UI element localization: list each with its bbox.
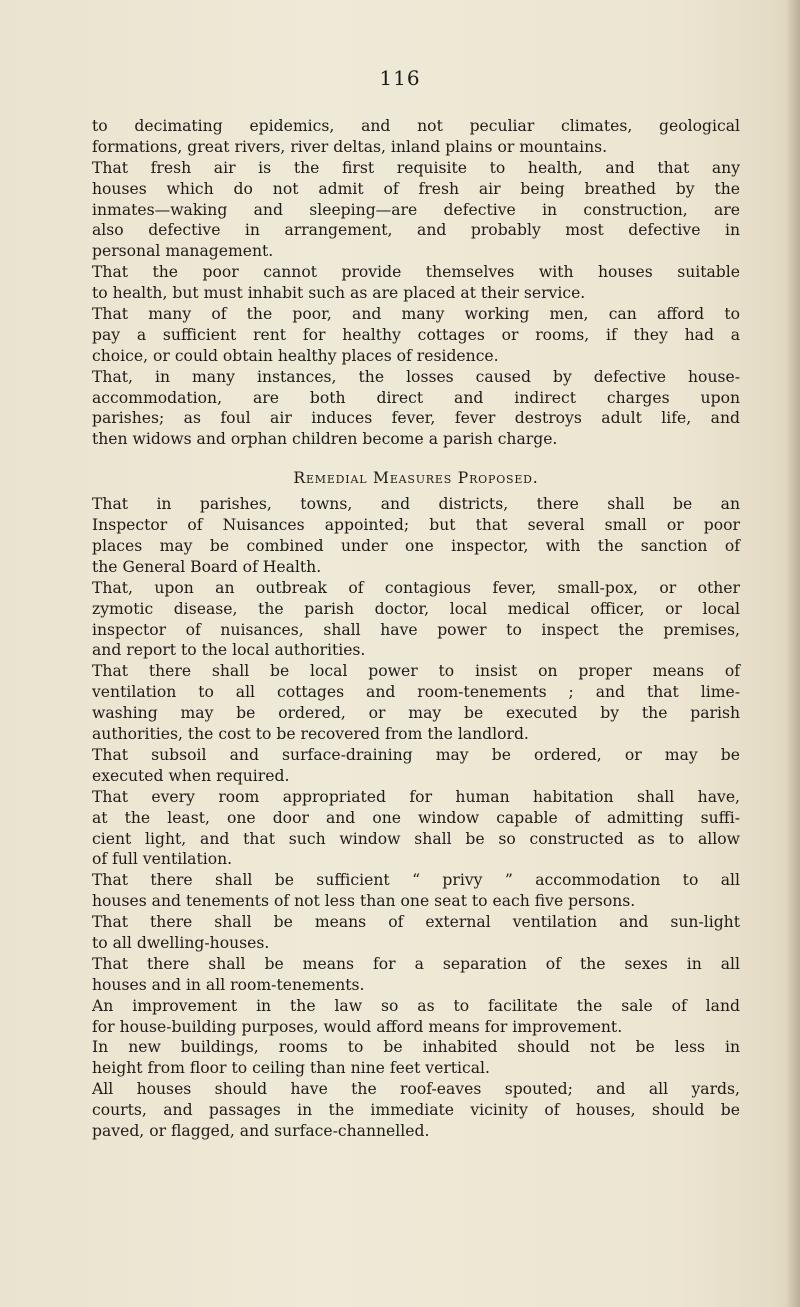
text-line: to decimating epidemics, and not peculiar climates, geological bbox=[92, 117, 740, 135]
text-line: to all dwelling-houses. bbox=[92, 933, 270, 952]
page-edge-shadow bbox=[786, 0, 800, 1307]
text-line: That fresh air is the first requisite to health, and that any bbox=[92, 158, 740, 177]
text-line: houses and in all room-tenements. bbox=[92, 975, 365, 994]
section-heading: Remedial Measures Proposed. bbox=[293, 469, 539, 488]
paragraphs-after-heading bbox=[92, 494, 740, 1142]
text-line: ventilation to all cottages and room-tenements ; and that lime- bbox=[92, 683, 740, 702]
paragraphs-before-heading bbox=[92, 116, 740, 450]
text-line: paved, or flagged, and surface-channelled. bbox=[92, 1121, 430, 1140]
text-line: That there shall be sufficient “ privy ” accommodation to all bbox=[92, 871, 740, 890]
text-line: the General Board of Health. bbox=[92, 557, 322, 576]
text-line: That many of the poor, and many working men, can afford to bbox=[92, 305, 740, 324]
text-line: formations, great rivers, river deltas, inland plains or mountains. bbox=[92, 137, 608, 156]
text-line: That, in many instances, the losses caused by defective house- bbox=[92, 367, 740, 386]
text-line: personal management. bbox=[92, 242, 274, 261]
text-line: zymotic disease, the parish doctor, local medical officer, or local bbox=[92, 599, 740, 618]
text-line: height from floor to ceiling than nine feet vertical. bbox=[92, 1059, 491, 1078]
text-line: executed when required. bbox=[92, 766, 290, 785]
text-line: In new buildings, rooms to be inhabited should not be less in bbox=[92, 1038, 740, 1057]
text-line: also defective in arrangement, and probably most defective in bbox=[92, 221, 740, 240]
text-line: That in parishes, towns, and districts, there shall be an bbox=[92, 495, 740, 514]
text-line: and report to the local authorities. bbox=[92, 641, 366, 660]
text-line: for house-building purposes, would afford means for improvement. bbox=[92, 1017, 623, 1036]
text-line: That the poor cannot provide themselves with houses suitable bbox=[92, 263, 740, 282]
text-line: That subsoil and surface-draining may be ordered, or may be bbox=[92, 745, 740, 764]
text-line: places may be combined under one inspector, with the sanction of bbox=[92, 537, 740, 556]
text-line: washing may be ordered, or may be executed by the parish bbox=[92, 704, 740, 723]
page-number: 116 bbox=[379, 66, 421, 90]
text-line: houses and tenements of not less than one seat to each five persons. bbox=[92, 892, 636, 911]
text-line: inmates—waking and sleeping—are defective in construction, are bbox=[92, 200, 740, 219]
text-line: choice, or could obtain healthy places of residence. bbox=[92, 346, 499, 365]
text-line: Inspector of Nuisances appointed; but that several small or poor bbox=[92, 516, 740, 535]
text-line: of full ventilation. bbox=[92, 850, 233, 869]
text-line: parishes; as foul air induces fever, fever destroys adult life, and bbox=[92, 409, 740, 428]
text-line: accommodation, are both direct and indirect charges upon bbox=[92, 388, 740, 407]
body-text bbox=[92, 116, 740, 1142]
text-line: at the least, one door and one window capable of admitting suffi- bbox=[92, 808, 740, 827]
text-line: houses which do not admit of fresh air being breathed by the bbox=[92, 179, 740, 198]
text-line: then widows and orphan children become a parish charge. bbox=[92, 430, 558, 449]
text-line: That there shall be local power to insist on proper means of bbox=[92, 662, 740, 681]
text-line: authorities, the cost to be recovered from the landlord. bbox=[92, 725, 529, 744]
text-line: All houses should have the roof-eaves spouted; and all yards, bbox=[92, 1080, 740, 1099]
text-line: courts, and passages in the immediate vicinity of houses, should be bbox=[92, 1101, 740, 1120]
text-line: inspector of nuisances, shall have power to inspect the premises, bbox=[92, 620, 740, 639]
text-line: An improvement in the law so as to facilitate the sale of land bbox=[92, 996, 740, 1015]
text-line: That every room appropriated for human habitation shall have, bbox=[92, 787, 740, 806]
text-line: to health, but must inhabit such as are placed at their service. bbox=[92, 284, 586, 303]
heading-spacer bbox=[92, 450, 740, 464]
text-line: That, upon an outbreak of contagious fever, small-pox, or other bbox=[92, 578, 740, 597]
text-line: cient light, and that such window shall be so constructed as to allow bbox=[92, 829, 740, 848]
text-line: That there shall be means for a separation of the sexes in all bbox=[92, 954, 740, 973]
text-line: pay a sufficient rent for healthy cottages or rooms, if they had a bbox=[92, 325, 740, 344]
text-line: That there shall be means of external ventilation and sun-light bbox=[92, 913, 740, 932]
